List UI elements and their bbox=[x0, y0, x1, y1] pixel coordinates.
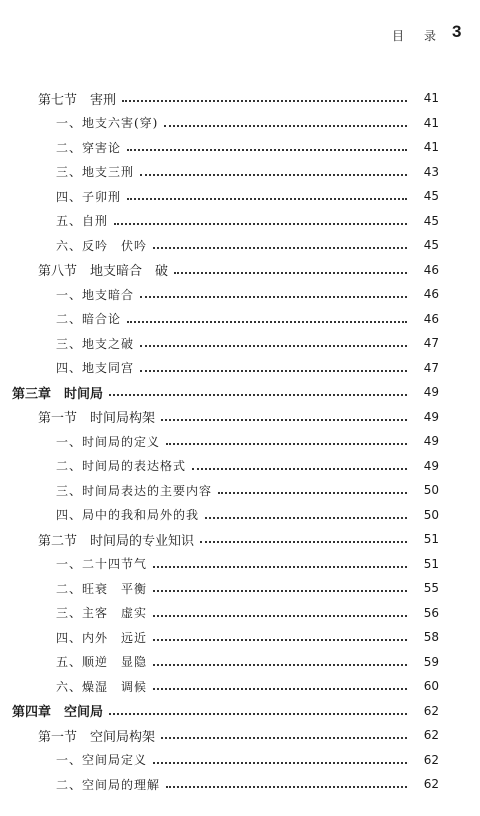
toc-entry-page: 51 bbox=[423, 532, 439, 547]
dot-leader bbox=[153, 247, 407, 249]
toc-entry-title: 六、反吟 伏吟 bbox=[56, 238, 148, 253]
toc-entry-item bbox=[0, 233, 480, 258]
dot-leader bbox=[161, 419, 407, 421]
toc-entry-title: 二、暗合论 bbox=[56, 312, 122, 327]
toc-entry-item bbox=[0, 478, 480, 503]
toc-entry-section bbox=[0, 405, 480, 430]
toc-entry-item bbox=[0, 503, 480, 528]
dot-leader bbox=[166, 443, 407, 445]
toc-entry-title: 三、地支三刑 bbox=[56, 165, 135, 180]
toc-entry-page: 60 bbox=[423, 679, 439, 694]
toc-entry-title: 五、自刑 bbox=[56, 214, 109, 229]
toc-entry-page: 41 bbox=[423, 91, 439, 106]
toc-entry-title: 六、燥湿 调候 bbox=[56, 679, 148, 694]
toc-entry-page: 55 bbox=[423, 581, 439, 596]
toc-entry-page: 47 bbox=[423, 336, 439, 351]
page-number: 3 bbox=[452, 22, 462, 41]
dot-leader bbox=[205, 517, 407, 519]
dot-leader bbox=[127, 149, 407, 151]
toc-entry-title: 一、空间局定义 bbox=[56, 753, 148, 768]
toc-entry-page: 62 bbox=[423, 703, 439, 718]
dot-leader bbox=[192, 468, 407, 470]
toc-entry-item bbox=[0, 209, 480, 234]
dot-leader bbox=[109, 394, 407, 396]
toc-entry-title: 二、旺衰 平衡 bbox=[56, 581, 148, 596]
toc-entry-title: 四、内外 远近 bbox=[56, 630, 148, 645]
toc-entry-page: 41 bbox=[423, 140, 439, 155]
toc-entry-item bbox=[0, 552, 480, 577]
toc-entry-title: 二、时间局的表达格式 bbox=[56, 459, 187, 474]
toc-entry-item bbox=[0, 282, 480, 307]
toc-entry-page: 49 bbox=[423, 385, 439, 400]
toc-entry-page: 46 bbox=[423, 262, 439, 277]
toc-entry-section bbox=[0, 258, 480, 283]
toc-entry-item bbox=[0, 356, 480, 381]
toc-entry-item bbox=[0, 601, 480, 626]
toc-entry-title: 三、地支之破 bbox=[56, 336, 135, 351]
dot-leader bbox=[200, 541, 407, 543]
toc-entry-page: 45 bbox=[423, 189, 439, 204]
toc-entry-title: 一、二十四节气 bbox=[56, 557, 148, 572]
toc-entry-page: 41 bbox=[423, 115, 439, 130]
toc-entry-page: 51 bbox=[423, 556, 439, 571]
dot-leader bbox=[153, 664, 407, 666]
toc-entry-section bbox=[0, 86, 480, 111]
toc-entry-item bbox=[0, 650, 480, 675]
toc-entry-title: 四、局中的我和局外的我 bbox=[56, 508, 200, 523]
dot-leader bbox=[161, 737, 407, 739]
dot-leader bbox=[127, 198, 407, 200]
toc-entry-page: 50 bbox=[423, 483, 439, 498]
toc-entry-title: 第七节 害刑 bbox=[38, 92, 117, 108]
toc-entry-item bbox=[0, 748, 480, 773]
toc-entry-item bbox=[0, 331, 480, 356]
toc-entry-item bbox=[0, 160, 480, 185]
dot-leader bbox=[122, 100, 407, 102]
toc-entry-title: 第三章 时间局 bbox=[12, 386, 104, 402]
toc-entry-page: 58 bbox=[423, 630, 439, 645]
dot-leader bbox=[164, 125, 407, 127]
toc-entry-title: 第一节 时间局构架 bbox=[38, 411, 156, 427]
toc-entry-title: 二、空间局的理解 bbox=[56, 777, 161, 792]
toc-entry-title: 四、地支同宫 bbox=[56, 361, 135, 376]
toc-entry-title: 第二节 时间局的专业知识 bbox=[38, 533, 195, 549]
toc-entry-page: 56 bbox=[423, 605, 439, 620]
dot-leader bbox=[218, 492, 407, 494]
dot-leader bbox=[140, 174, 407, 176]
dot-leader bbox=[153, 566, 407, 568]
toc-entry-chapter bbox=[0, 380, 480, 405]
dot-leader bbox=[153, 762, 407, 764]
toc-entry-title: 第一节 空间局构架 bbox=[38, 729, 156, 745]
dot-leader bbox=[140, 370, 407, 372]
dot-leader bbox=[140, 345, 407, 347]
toc-entry-page: 45 bbox=[423, 238, 439, 253]
toc-entry-title: 三、时间局表达的主要内容 bbox=[56, 483, 213, 498]
toc-entry-page: 49 bbox=[423, 458, 439, 473]
dot-leader bbox=[174, 272, 407, 274]
toc-entry-title: 四、子卯刑 bbox=[56, 189, 122, 204]
toc-entry-page: 62 bbox=[423, 777, 439, 792]
dot-leader bbox=[140, 296, 407, 298]
page-header bbox=[0, 22, 480, 44]
toc-entry-title: 一、时间局的定义 bbox=[56, 434, 161, 449]
toc-entry-section bbox=[0, 527, 480, 552]
toc-entry-item bbox=[0, 576, 480, 601]
toc-entry-item bbox=[0, 454, 480, 479]
toc-entry-item bbox=[0, 135, 480, 160]
toc-entry-item bbox=[0, 307, 480, 332]
toc-entry-item bbox=[0, 772, 480, 797]
toc-entry-page: 62 bbox=[423, 752, 439, 767]
toc-entry-item bbox=[0, 674, 480, 699]
toc-entry-title: 二、穿害论 bbox=[56, 140, 122, 155]
dot-leader bbox=[114, 223, 407, 225]
toc-entry-page: 46 bbox=[423, 287, 439, 302]
toc-entry-title: 五、顺逆 显隐 bbox=[56, 655, 148, 670]
toc-entry-page: 45 bbox=[423, 213, 439, 228]
toc-entry-title: 第八节 地支暗合 破 bbox=[38, 264, 169, 280]
toc-entry-page: 62 bbox=[423, 728, 439, 743]
toc-entry-chapter bbox=[0, 699, 480, 724]
toc-entry-page: 49 bbox=[423, 409, 439, 424]
dot-leader bbox=[153, 688, 407, 690]
toc-entry-title: 一、地支暗合 bbox=[56, 287, 135, 302]
toc-entry-item bbox=[0, 625, 480, 650]
running-header-title: 目录 bbox=[392, 29, 457, 43]
toc-entry-page: 50 bbox=[423, 507, 439, 522]
dot-leader bbox=[166, 786, 407, 788]
toc-entry-title: 第四章 空间局 bbox=[12, 705, 104, 721]
toc-entry-item bbox=[0, 111, 480, 136]
toc-entry-page: 59 bbox=[423, 654, 439, 669]
toc-entry-section bbox=[0, 723, 480, 748]
dot-leader bbox=[127, 321, 407, 323]
toc-entry-page: 47 bbox=[423, 360, 439, 375]
toc-entry-item bbox=[0, 429, 480, 454]
dot-leader bbox=[153, 615, 407, 617]
toc-entry-title: 三、主客 虚实 bbox=[56, 606, 148, 621]
toc-entry-page: 46 bbox=[423, 311, 439, 326]
dot-leader bbox=[109, 713, 407, 715]
table-of-contents bbox=[0, 86, 480, 797]
toc-entry-title: 一、地支六害(穿) bbox=[56, 116, 159, 131]
toc-entry-item bbox=[0, 184, 480, 209]
toc-entry-page: 49 bbox=[423, 434, 439, 449]
dot-leader bbox=[153, 590, 407, 592]
toc-entry-page: 43 bbox=[423, 164, 439, 179]
dot-leader bbox=[153, 639, 407, 641]
